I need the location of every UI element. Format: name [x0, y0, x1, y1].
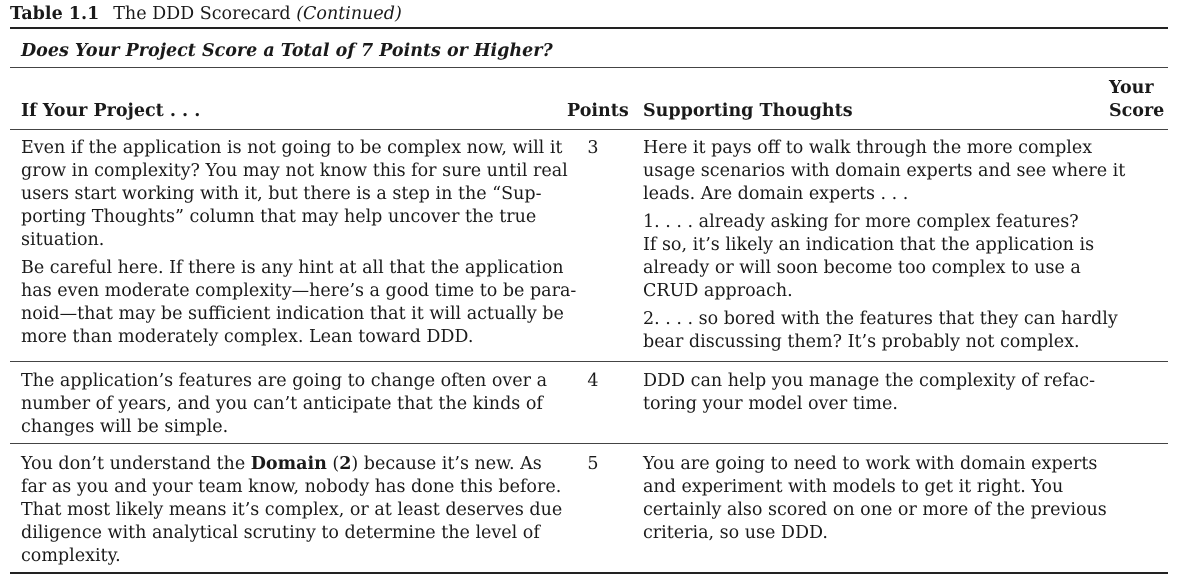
row-1-thoughts — [643, 137, 1125, 354]
row-3-project-para-1 — [21, 453, 562, 568]
row-1-thoughts-para-2 — [643, 211, 1125, 303]
text-line: Be careful here. If there is any hint at all that the application — [21, 258, 564, 278]
text-fragment: ) because it’s new. As — [351, 454, 542, 474]
header-score-line2: Score — [1109, 101, 1165, 121]
row-2-thoughts — [643, 370, 1095, 416]
table-caption — [10, 3, 402, 25]
row-1-points: 3 — [587, 138, 599, 158]
row-2-thoughts-para-1 — [643, 370, 1095, 416]
text-line: That most likely means it’s complex, or at least deserves due — [21, 500, 563, 520]
header-rule — [10, 129, 1168, 130]
text-line: criteria, so use DDD. — [643, 523, 828, 543]
text-line: and experiment with models to get it right. You — [643, 477, 1064, 497]
row-1-thoughts-para-1 — [643, 137, 1125, 206]
row-2-project — [21, 370, 547, 439]
text-line: 1. . . . already asking for more complex features? — [643, 212, 1079, 232]
text-line: has even moderate complexity—here’s a good time to be para- — [21, 281, 577, 301]
row-2-rule — [10, 443, 1168, 444]
text-line: number of years, and you can’t anticipate that the kinds of — [21, 394, 543, 414]
row-3-thoughts — [643, 453, 1107, 545]
domain-term: Domain — [250, 454, 327, 474]
row-1-project-para-1 — [21, 137, 576, 252]
row-2-points: 4 — [587, 371, 599, 391]
text-line: diligence with analytical scrutiny to determine the level of — [21, 523, 540, 543]
top-rule — [10, 27, 1168, 29]
text-line: complexity. — [21, 546, 121, 566]
table-question: Does Your Project Score a Total of 7 Points or Higher? — [21, 41, 553, 61]
text-fragment: You don’t understand the — [21, 454, 251, 474]
text-line: Even if the application is not going to be complex now, will it — [21, 138, 563, 158]
row-1-project-para-2 — [21, 257, 576, 349]
text-line: grow in complexity? You may not know this for sure until real — [21, 161, 568, 181]
header-points: Points — [567, 101, 629, 121]
text-fragment: ( — [326, 454, 340, 474]
text-line: The application’s features are going to change often over a — [21, 371, 547, 391]
text-line: 2. . . . so bored with the features that they can hardly — [643, 309, 1118, 329]
row-2-project-para-1 — [21, 370, 547, 439]
text-line: DDD can help you manage the complexity of refac- — [643, 371, 1096, 391]
row-1-project — [21, 137, 576, 349]
text-line: situation. — [21, 230, 105, 250]
row-1-thoughts-para-3 — [643, 308, 1125, 354]
scorecard-table — [10, 0, 1168, 581]
row-1-rule — [10, 361, 1168, 362]
text-line: toring your model over time. — [643, 394, 898, 414]
text-line: CRUD approach. — [643, 281, 793, 301]
question-rule — [10, 67, 1168, 68]
text-line: leads. Are domain experts . . . — [643, 184, 909, 204]
header-score-line1: Your — [1109, 78, 1154, 98]
text-line: usage scenarios with domain experts and see where it — [643, 161, 1126, 181]
table-title: The DDD Scorecard — [113, 4, 291, 24]
row-3-points: 5 — [587, 454, 599, 474]
text-line: bear discussing them? It’s probably not complex. — [643, 332, 1080, 352]
row-3-project — [21, 453, 562, 568]
header-thoughts: Supporting Thoughts — [643, 101, 853, 121]
text-line: Here it pays off to walk through the more complex — [643, 138, 1093, 158]
text-line: far as you and your team know, nobody has done this before. — [21, 477, 562, 497]
text-line: more than moderately complex. Lean toward DDD. — [21, 327, 474, 347]
row-3-thoughts-para-1 — [643, 453, 1107, 545]
bottom-rule — [10, 572, 1168, 574]
text-line: certainly also scored on one or more of the previous — [643, 500, 1107, 520]
text-line: already or will soon become too complex to use a — [643, 258, 1081, 278]
text-line: changes will be simple. — [21, 417, 229, 437]
text-line: users start working with it, but there is a step in the “Sup- — [21, 184, 542, 204]
header-project: If Your Project . . . — [21, 101, 201, 121]
table-continued: (Continued) — [296, 4, 402, 24]
domain-reference-number: 2 — [339, 454, 352, 474]
text-line: porting Thoughts” column that may help uncover the true — [21, 207, 537, 227]
table-number: Table 1.1 — [10, 4, 100, 24]
text-line: If so, it’s likely an indication that the application is — [643, 235, 1095, 255]
text-line: noid—that may be sufficient indication that it will actually be — [21, 304, 564, 324]
text-line: You are going to need to work with domain experts — [643, 454, 1098, 474]
